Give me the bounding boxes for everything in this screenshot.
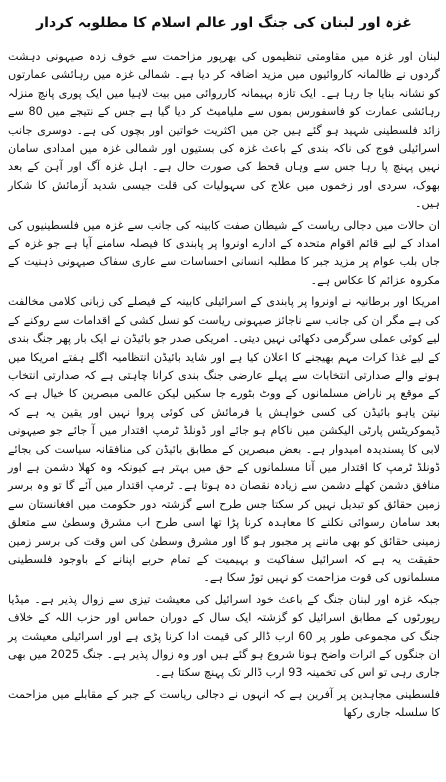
headline: غزہ اور لبنان کی جنگ اور عالم اسلام کا مطلوبہ کردار (36, 15, 412, 31)
paragraph: جبکہ غزہ اور لبنان جنگ کے باعث خود اسرائیل کی معیشت تیزی سے زوال پذیر ہے۔ میڈیا رپورٹوں کے مطابق اسرائیل کو گزشتہ ایک سال کے دوران حماس اور حزب اللہ کے خلاف جنگ کی مجموعی طور پر 60 ارب ڈالر کی قیمت ادا کرنا پڑی ہے اور اسرائیلی معیشت پر ان جنگوں کے اثرات واضح ہونا شروع ہو گئے ہیں اور وہ زوال پذیر ہے۔ جنگ 2025 میں بھی جاری رہی تو اس کی تخمینہ 93 ارب ڈالر تک پہنچ سکتا ہے۔ (8, 592, 440, 680)
paragraph: ان حالات میں دجالی ریاست کے شیطان صفت کابینہ کی جانب سے غزہ میں فلسطینیوں کی امداد کے لیے قائم اقوام متحدہ کے ادارے اونروا پر پابندی کا فیصلہ سامنے آیا ہے جو غزہ کے جاں بلب عوام پر مزید جبر کا مطلبہ انسانی احساسات سے عاری سفاک صیہونی ذہنیت کے مکروہ عزائم کا عکاس ہے۔ (8, 218, 440, 287)
paragraph: فلسطینی مجاہدین پر آفرین ہے کہ انہوں نے دجالی ریاست کے جبر کے مقابلے میں مزاحمت کا سلسلہ جاری رکھا (8, 687, 440, 720)
paragraph: لبنان اور غزہ میں مقاومتی تنظیموں کی بھرپور مزاحمت سے خوف زدہ صیہونی دہشت گردوں نے ظالمانہ کاروائیوں میں مزید اضافہ کر دیا ہے۔ شمالی غزہ میں رہائشی عمارتوں کو نشانہ بنایا جا رہا ہے۔ ایک تازہ بہیمانہ کارروائی میں بیت لاہیا میں ایک پوری پانچ منزلہ رہائشی عمارت کو فاسفورس بموں سے ملیامیٹ کر دیا گیا ہے جس کے نتیجے میں 80 سے زائد فلسطینی شہید ہو گئے ہیں جن میں اکثریت خواتین اور بچوں کی ہے۔ دوسری جانب اسرائیلی فوج کی ناکہ بندی کے باعث غزہ کی بستیوں اور شمالی غزہ میں امدادی سامان نہیں پہنچ پا رہا جس سے وہاں قحط کی صورت حال ہے۔ اہل غزہ آگ اور آہن کے بعد بھوک، سردی اور زخموں میں علاج کی سہولیات کی قلت جیسی شدید آزمائش کا شکار ہیں۔ (8, 50, 440, 211)
article-body (8, 48, 440, 723)
paragraph: امریکا اور برطانیہ نے اونروا پر پابندی کے اسرائیلی کابینہ کے فیصلے کی زبانی کلامی مخالفت کی ہے مگر ان کی جانب سے ناجائز صیہونی ریاست کو نسل کشی کے اقدامات سے روکنے کے لیے کوئی عملی سرگرمی دکھائی نہیں دیتی۔ امریکی صدر جو بائیڈن نے ایک بار پھر جنگ بندی کے لیے غذا کرات مہم بھیجنے کا اعلان کیا ہے اور شاید بائیڈن انتظامیہ اگلے ہفتے امریکا میں ہونے والے صدارتی انتخابات سے پہلے عارضی جنگ بندی کرانا چاہتی ہے کہ صدارتی انتخاب کے موقع پر ناراض مسلمانوں کے ووٹ بٹورے جا سکیں لیکن عالمی مبصرین کا خیال ہے کہ نیتن یاہو بائیڈن کی کسی خواہش یا فرمائش کی کوئی پروا نہیں اور یقین یہ ہے کہ ڈیموکریٹس پارٹی الیکشن میں ناکام ہو جائے اور ڈونلڈ ٹرمپ اقتدار میں آ جائے جو صیہونی لابی کا پسندیدہ امیدوار ہے۔ بعض مبصرین کے مطابق بائیڈن کی منافقانہ سیاست کی بجائے ڈونلڈ ٹرمپ کا اقتدار میں آنا مسلمانوں کے حق میں بہتر ہے کیونکہ وہ کھلا دشمن ہے اور منافق دشمن کھلے دشمن سے زیادہ نقصان دہ ہوتا ہے۔ ٹرمپ اقتدار میں آئے گا تو وہ برسر زمین حقائق کو تبدیل نہیں کر سکتا جس طرح اسے گزشتہ دور حکومت میں افغانستان سے بعد سامان رسوائی نکلنے کا معاہدہ کرنا پڑا تھا اسی طرح اب مشرق وسطیٰ سے متعلق زمینی حقائق کو بھی ماننے پر مجبور ہو گا اور مشرق وسطیٰ کی اس وقت کی برسر زمین حقیقت یہ ہے کہ اسرائیل سفاکیت و بہیمیت کے تمام حربے اپنانے کے باوجود فلسطینی مسلمانوں کی قوت مزاحمت کو نہیں توڑ سکا ہے۔ (8, 295, 440, 585)
